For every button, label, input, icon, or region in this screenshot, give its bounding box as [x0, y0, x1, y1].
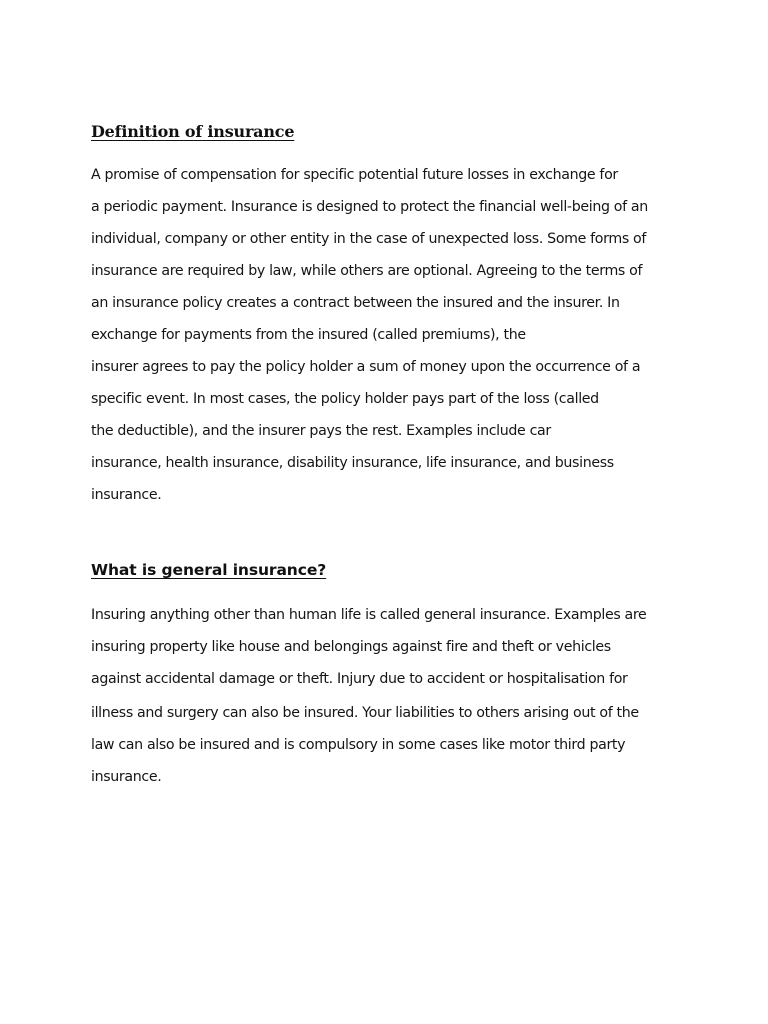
section-heading-general-insurance: What is general insurance?: [91, 561, 327, 579]
paragraph-line: individual, company or other entity in the case of unexpected loss. Some forms of: [91, 231, 647, 247]
paragraph-line: law can also be insured and is compulsory in some cases like motor third party: [91, 737, 626, 753]
paragraph-line: an insurance policy creates a contract between the insured and the insurer. In: [91, 295, 620, 311]
paragraph-line: exchange for payments from the insured (called premiums), the: [91, 327, 526, 343]
paragraph-line: against accidental damage or theft. Injury due to accident or hospitalisation for: [91, 671, 628, 687]
paragraph-line: insurance.: [91, 487, 162, 503]
paragraph-line: illness and surgery can also be insured. Your liabilities to others arising out of the: [91, 705, 639, 721]
paragraph-line: specific event. In most cases, the policy holder pays part of the loss (called: [91, 391, 599, 407]
paragraph-line: a periodic payment. Insurance is designed to protect the financial well-being of an: [91, 199, 648, 215]
paragraph-line: the deductible), and the insurer pays the rest. Examples include car: [91, 423, 551, 439]
paragraph-line: A promise of compensation for specific potential future losses in exchange for: [91, 167, 618, 183]
paragraph-line: insuring property like house and belongings against fire and theft or vehicles: [91, 639, 611, 655]
paragraph-line: insurance, health insurance, disability insurance, life insurance, and business: [91, 455, 614, 471]
paragraph-line: insurance are required by law, while others are optional. Agreeing to the terms of: [91, 263, 643, 279]
paragraph-line: insurer agrees to pay the policy holder a sum of money upon the occurrence of a: [91, 359, 641, 375]
paragraph-line: Insuring anything other than human life is called general insurance. Examples are: [91, 607, 647, 623]
section-heading-definition: Definition of insurance: [91, 122, 295, 141]
paragraph-line: insurance.: [91, 769, 162, 785]
